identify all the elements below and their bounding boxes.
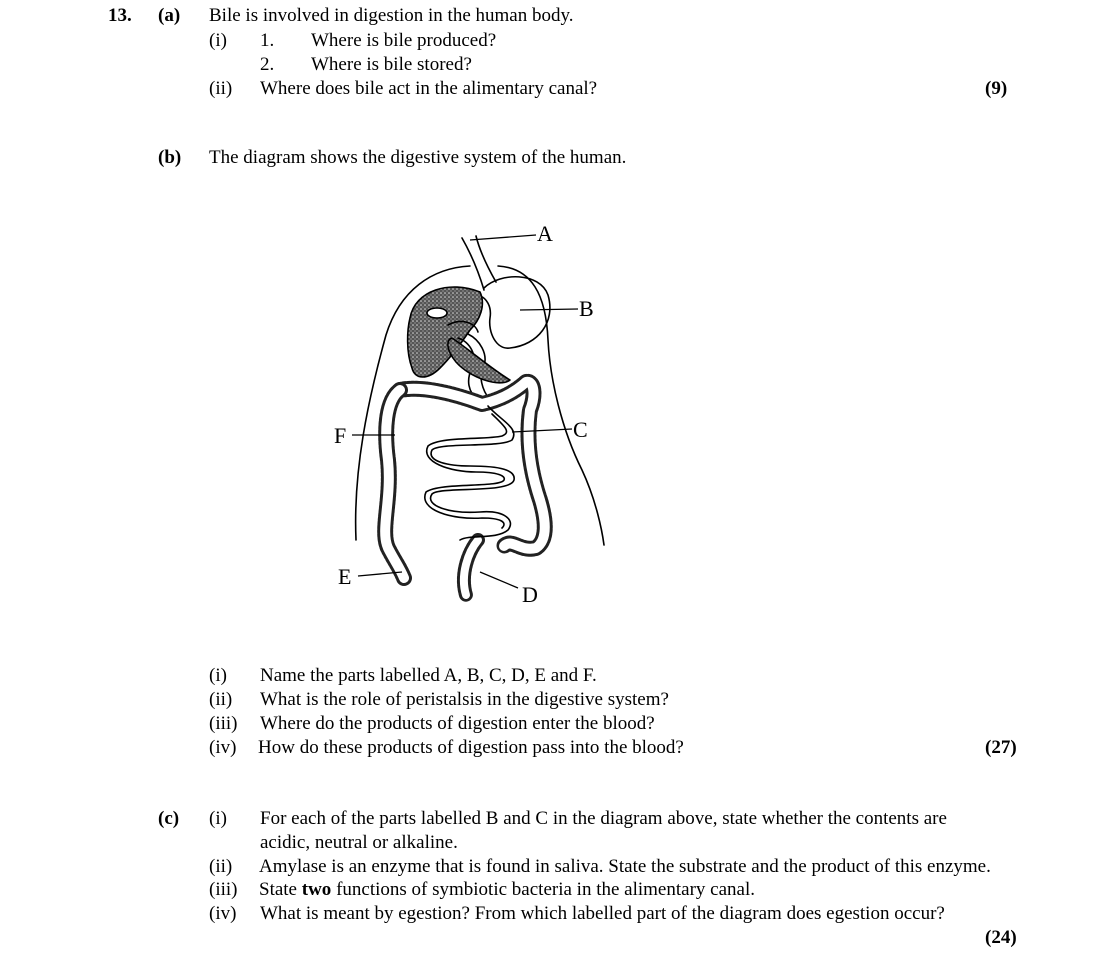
part-a-i2-num: 2.: [260, 54, 275, 75]
part-a-intro: Bile is involved in digestion in the human body.: [209, 5, 574, 26]
diagram-label-b: B: [579, 296, 594, 321]
diagram-label-a: A: [537, 221, 553, 246]
part-c-iii-label: (iii): [209, 879, 238, 900]
part-c-ii-label: (ii): [209, 856, 233, 877]
part-a-ii-text: Where does bile act in the alimentary canal?: [260, 78, 598, 99]
part-c-i-label: (i): [209, 808, 227, 829]
diagram-label-f: F: [334, 423, 347, 448]
part-b-q3-label: (iii): [209, 713, 238, 734]
part-a-label: (a): [158, 5, 181, 26]
part-a-i-label: (i): [209, 30, 227, 51]
part-a-i1-text: Where is bile produced?: [311, 30, 497, 51]
small-intestine: [431, 406, 515, 540]
part-b-q2-label: (ii): [209, 689, 233, 710]
part-b-intro: The diagram shows the digestive system of the human.: [209, 147, 627, 168]
diagram-label-e: E: [338, 564, 352, 589]
part-b-q4-text: How do these products of digestion pass into the blood?: [258, 737, 684, 758]
part-b-q2-text: What is the role of peristalsis in the digestive system?: [260, 689, 669, 710]
part-b-q1-text: Name the parts labelled A, B, C, D, E and F.: [260, 665, 597, 686]
part-c-iv-label: (iv): [209, 903, 237, 924]
part-b-q1-label: (i): [209, 665, 227, 686]
stomach: [480, 277, 550, 348]
part-a-marks: (9): [985, 78, 1008, 99]
part-a-ii-label: (ii): [209, 78, 233, 99]
part-c-i-text-2: acidic, neutral or alkaline.: [260, 832, 458, 853]
pancreas: [448, 338, 510, 383]
part-b-q3-text: Where do the products of digestion enter the blood?: [260, 713, 655, 734]
diagram-label-c: C: [573, 417, 588, 442]
part-c-i-text-1: For each of the parts labelled B and C in the diagram above, state whether the contents are: [260, 808, 947, 829]
part-b-q4-label: (iv): [209, 737, 237, 758]
part-b-marks: (27): [985, 737, 1017, 758]
oesophagus: [462, 238, 484, 290]
part-a-i2-text: Where is bile stored?: [311, 54, 472, 75]
part-c-ii-text: Amylase is an enzyme that is found in saliva. State the substrate and the product of this enzyme.: [259, 856, 991, 877]
part-b-label: (b): [158, 147, 182, 168]
part-c-iv-text: What is meant by egestion? From which labelled part of the diagram does egestion occur?: [260, 903, 945, 924]
part-a-i1-num: 1.: [260, 30, 275, 51]
part-c-label: (c): [158, 808, 180, 829]
part-c-iii-text: State two functions of symbiotic bacteria in the alimentary canal.: [259, 879, 755, 900]
question-number: 13.: [108, 5, 132, 26]
part-c-marks: (24): [985, 927, 1017, 948]
diagram-label-d: D: [522, 582, 538, 607]
